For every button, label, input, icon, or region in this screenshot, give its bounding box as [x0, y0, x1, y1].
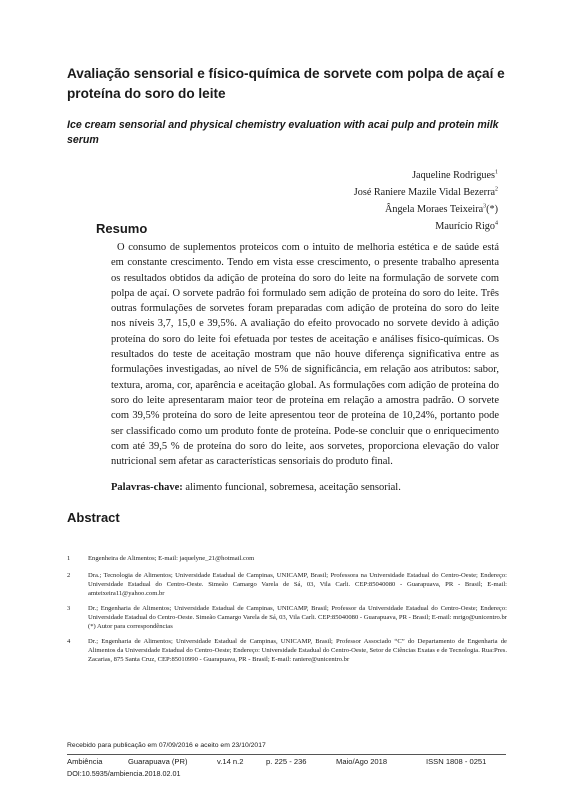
article-subtitle-english: Ice cream sensorial and physical chemistry evaluation with acai pulp and protein milk serum [67, 119, 499, 146]
author: Jaqueline Rodrigues$^1$ [412, 169, 498, 181]
journal-volume: v.14 n.2 [217, 757, 244, 766]
journal-date: Maio/Ago 2018 [336, 757, 388, 766]
author: José Raniere Mazile Vidal Bezerra$^2$ [353, 186, 498, 198]
doi: DOI:10.5935/ambiencia.2018.02.01 [67, 769, 181, 778]
abstract-heading: Abstract [67, 510, 120, 525]
journal-name: Ambiência [67, 757, 103, 766]
keywords [111, 482, 501, 493]
keywords-value: alimento funcional, sobremesa, aceitação sensorial. [185, 482, 401, 493]
footnote: 1 Engenheira de Alimentos; E-mail: jaquelyne_21@hotmail.com [67, 555, 255, 562]
journal-pages: p. 225 - 236 [266, 757, 307, 766]
footnote: 2 Dra.; Tecnologia de Alimentos; Universidade Estadual de Campinas, UNICAMP, Brasil; Professora na Universidade Estadual do Centro-Oeste; Endereço: Universidade Estadual do Centro-Oeste. Simeão Camargo Varela de Sá, 03, Vila Carli. CEP:85040080 - Guarapuava, PR - Brasil; E-mail: amteixeira11@yahoo.com.br [67, 572, 507, 597]
article-title: Avaliação sensorial e físico-química de sorvete com polpa de açaí e proteína do soro do leite [67, 66, 505, 101]
keywords-label: Palavras-chave: [111, 482, 183, 493]
footnote: 3 Dr.; Engenharia de Alimentos; Universidade Estadual de Campinas, UNICAMP, Brasil; Professor da Universidade Estadual do Centro-Oeste; Endereço: Universidade Estadual do Centro-Oeste. Simeão Camargo Varela de Sá, 03, Vila Carli. CEP:85040080 - Guarapuava, PR - Brasil; E-mail: mrigo@unicentro.br (*) Autor para correspondências [67, 605, 507, 630]
footer-divider [67, 754, 506, 755]
resumo-heading: Resumo [96, 221, 148, 236]
footnote: 4 Dr.; Engenharia de Alimentos; Universidade Estadual de Campinas, UNICAMP, Brasil; Professor Associado “C” do Departamento de Engenharia de Alimentos da Universidade Estadual do Centro-Oeste; Endereço: Universidade Estadual do Centro-Oeste, Setor de Ciências Exatas e de Tecnologia. Rua:Pres. Zacarias, 875 Santa Cruz, CEP:85010990 - Guarapuava, PR - Brasil; E-mail: raniere@unicentro.br [67, 638, 507, 663]
author-list [354, 167, 498, 235]
journal-issn: ISSN 1808 - 0251 [426, 757, 487, 766]
received-note: Recebido para publicação em 07/09/2016 e aceito em 23/10/2017 [67, 742, 266, 749]
author: Maurício Rigo$^4$ [435, 220, 498, 232]
journal-place: Guarapuava (PR) [128, 757, 188, 766]
author: Ângela Moraes Teixeira$^3$(*) [385, 203, 498, 215]
resumo-text: O consumo de suplementos proteicos com o intuito de melhoria estética e de saúde está em constante crescimento. Tendo em vista esse crescimento, o presente trabalho apresenta os resultados obtidos da adição de proteína do soro do leite na formulação de sorvete com polpa de açaí. O sorvete padrão foi formulado sem adição de proteína do soro do leite. Três outras formulações de sorvetes foram preparadas com adição de proteína do soro do leite nos níveis 3,7, 15,0 e 39,5%. A avaliação do efeito provocado no sorvete devido à adição proteína do soro do leite foi efetuada por testes de aceitação e análises físico-químicas. Os resultados do teste de aceitação mostram que não houve diferença significativa entre as formulações investigadas, ao nível de 5% de significância, em relação aos atributos: sabor, textura, aroma, cor, aparência e aceitação global. As formulações com adição de proteína do soro do leite apresentaram maior teor de proteína em relação a amostra padrão. O sorvete com 39,5% proteína do soro de leite apresentou teor de proteína de 10,24%, portanto pode ser classificado como um produto fonte de proteína. Pode-se concluir que o enriquecimento com até 39,5 % de proteína do soro do leite, aos sorvetes, proporciona elevação do valor nutricional sem afetar as características sensoriais do produto final. [111, 242, 499, 468]
